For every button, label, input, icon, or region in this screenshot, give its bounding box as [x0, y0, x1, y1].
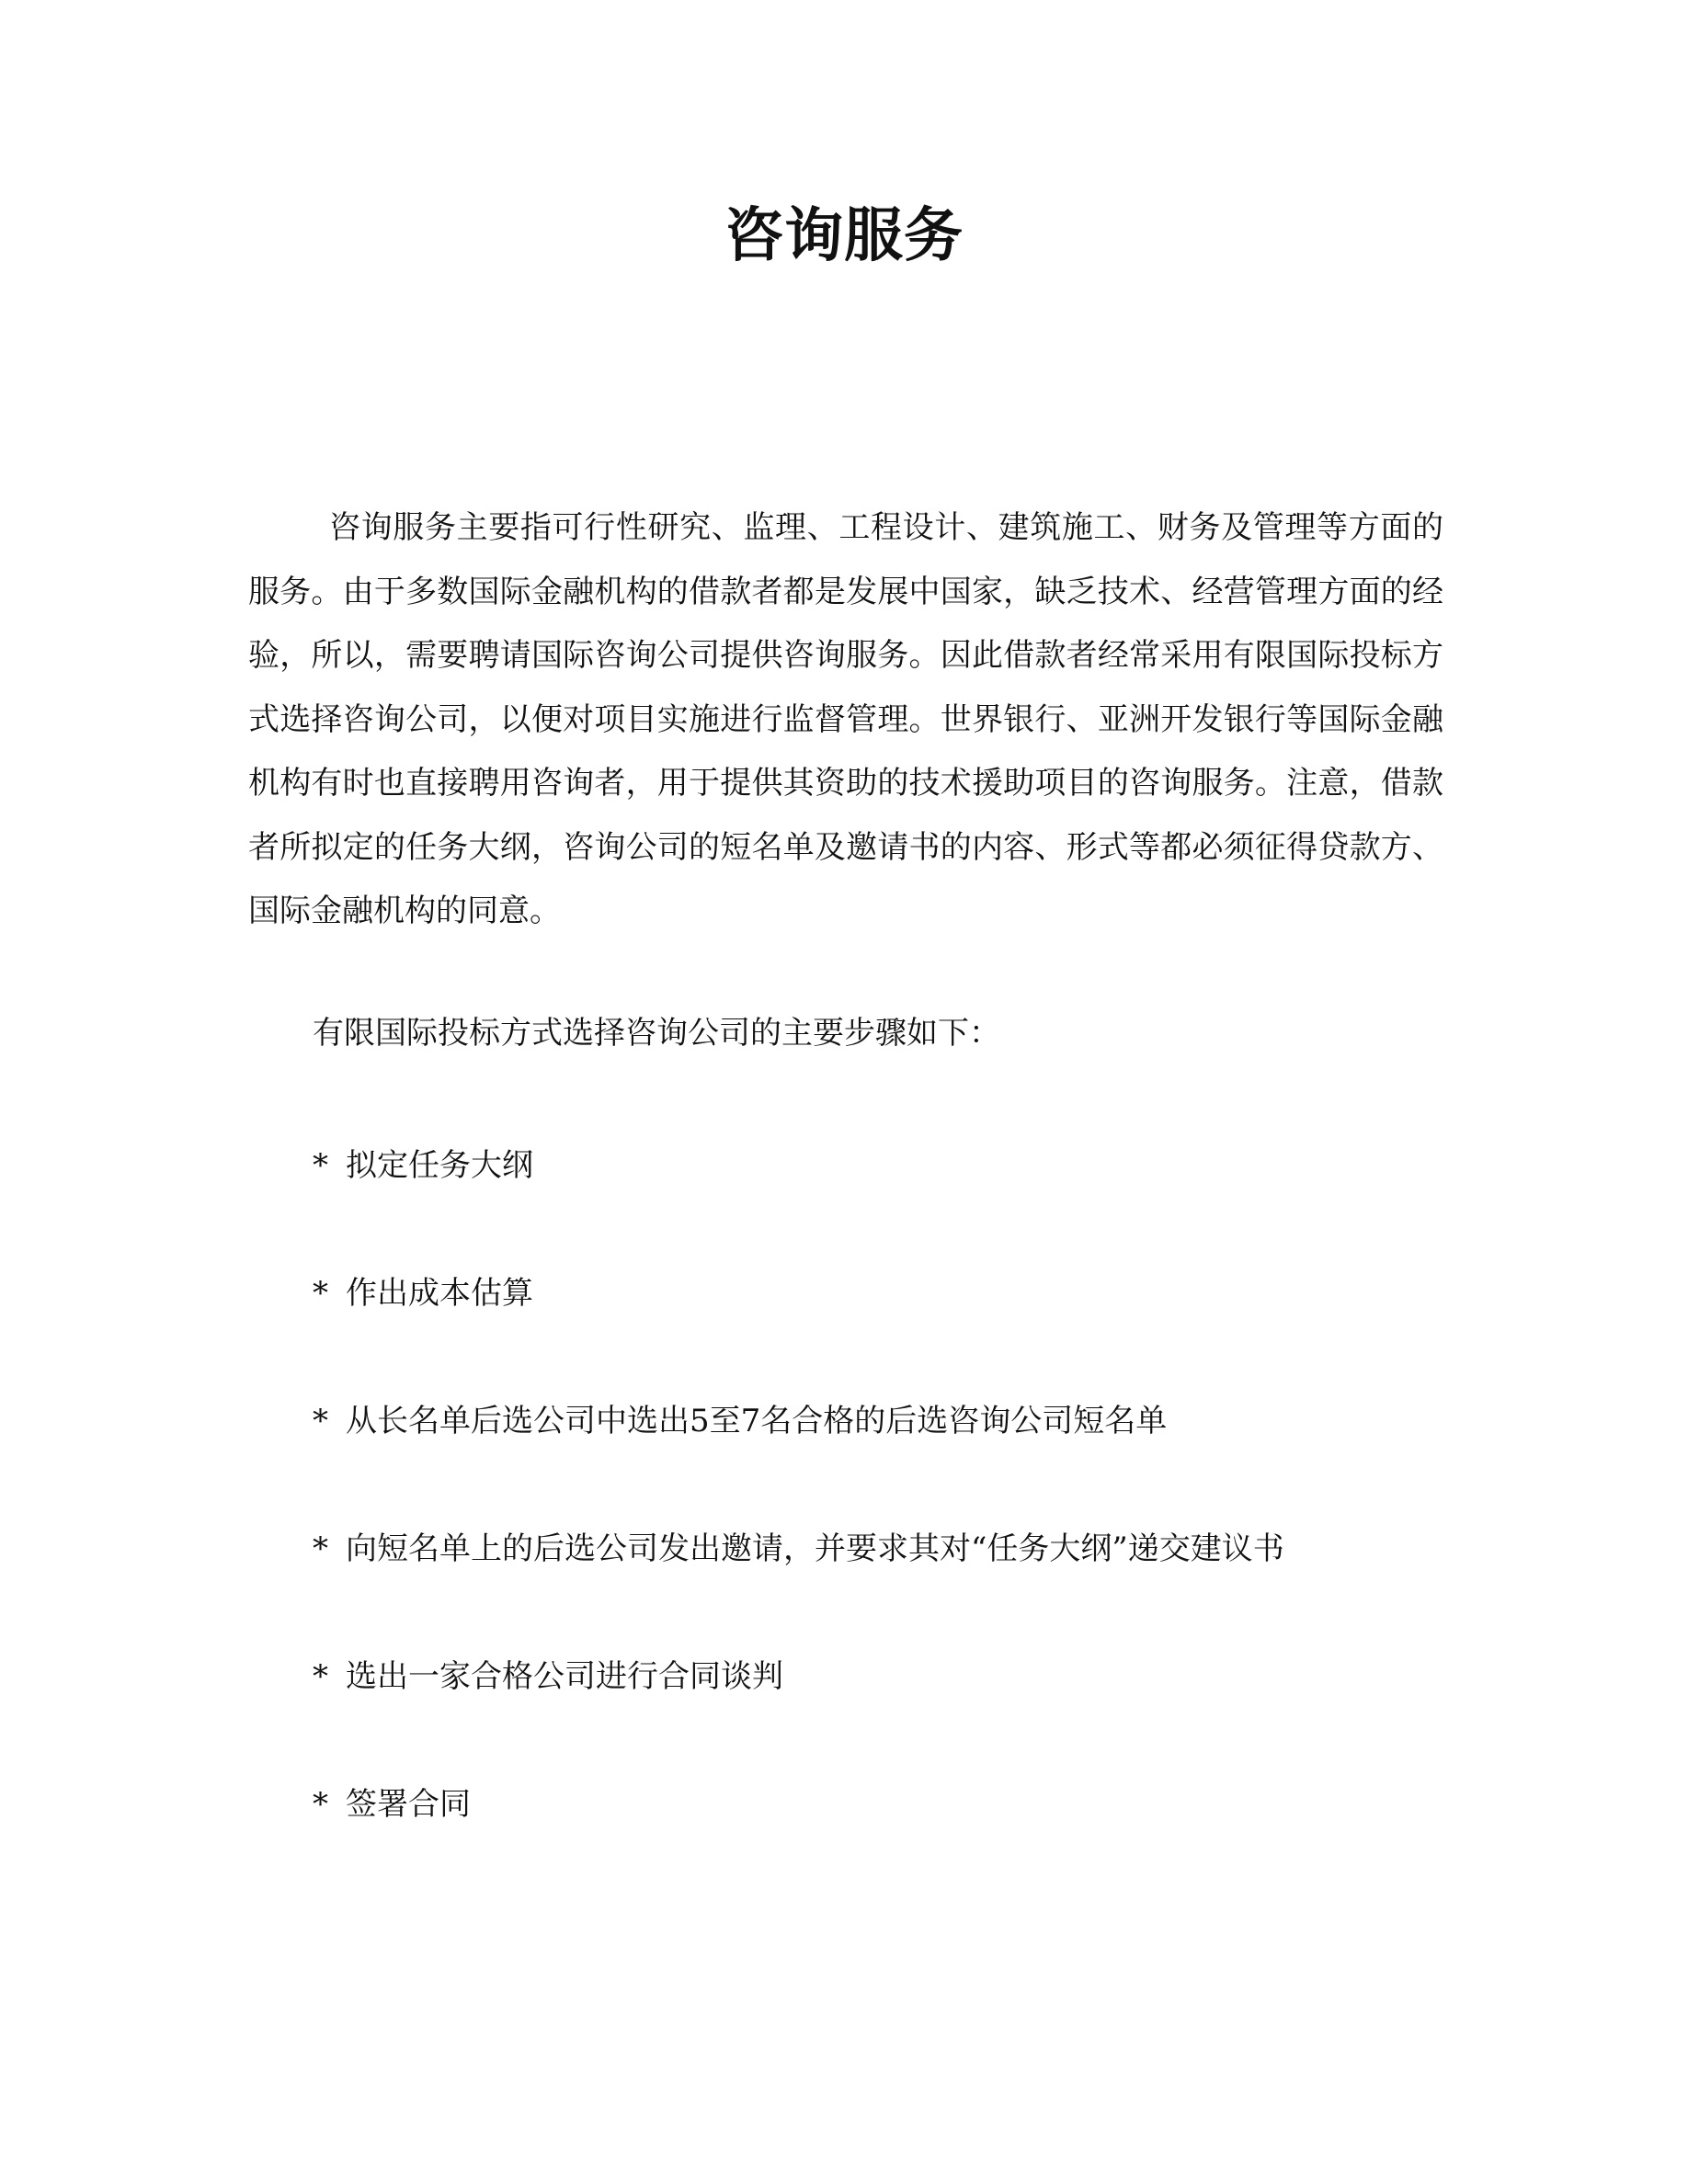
bullet-asterisk: *	[313, 1275, 328, 1312]
step-text: 向短名单上的后选公司发出邀请，并要求其对“任务大纲”递交建议书	[346, 1530, 1284, 1567]
step-text: 作出成本估算	[346, 1275, 533, 1312]
steps-list	[313, 1138, 1284, 1905]
list-item	[313, 1521, 1284, 1649]
list-item	[313, 1266, 1284, 1393]
body-paragraph: 咨询服务主要指可行性研究、监理、工程设计、建筑施工、财务及管理等方面的服务。由于多数国际金融机构的借款者都是发展中国家，缺乏技术、经营管理方面的经验，所以，需要聘请国际咨询公司提供咨询服务。因此借款者经常采用有限国际投标方式选择咨询公司，以便对项目实施进行监督管理。世界银行、亚洲开发银行等国际金融机构有时也直接聘用咨询者，用于提供其资助的技术援助项目的咨询服务。注意，借款者所拟定的任务大纲，咨询公司的短名单及邀请书的内容、形式等都必须征得贷款方、国际金融机构的同意。	[248, 509, 1443, 929]
list-item	[313, 1649, 1284, 1777]
bullet-asterisk: *	[313, 1403, 328, 1439]
step-text: 从长名单后选公司中选出5至7名合格的后选咨询公司短名单	[346, 1403, 1168, 1439]
bullet-asterisk: *	[313, 1530, 328, 1567]
steps-intro: 有限国际投标方式选择咨询公司的主要步骤如下：	[313, 1015, 1000, 1052]
step-text: 选出一家合格公司进行合同谈判	[346, 1658, 783, 1695]
list-item	[313, 1138, 1284, 1266]
document-title: 咨询服务	[724, 202, 964, 270]
list-item	[313, 1777, 1284, 1905]
list-item	[313, 1393, 1284, 1521]
bullet-asterisk: *	[313, 1658, 328, 1695]
bullet-asterisk: *	[313, 1147, 328, 1184]
step-text: 拟定任务大纲	[346, 1147, 533, 1184]
bullet-asterisk: *	[313, 1786, 328, 1823]
step-text: 签署合同	[346, 1786, 471, 1823]
